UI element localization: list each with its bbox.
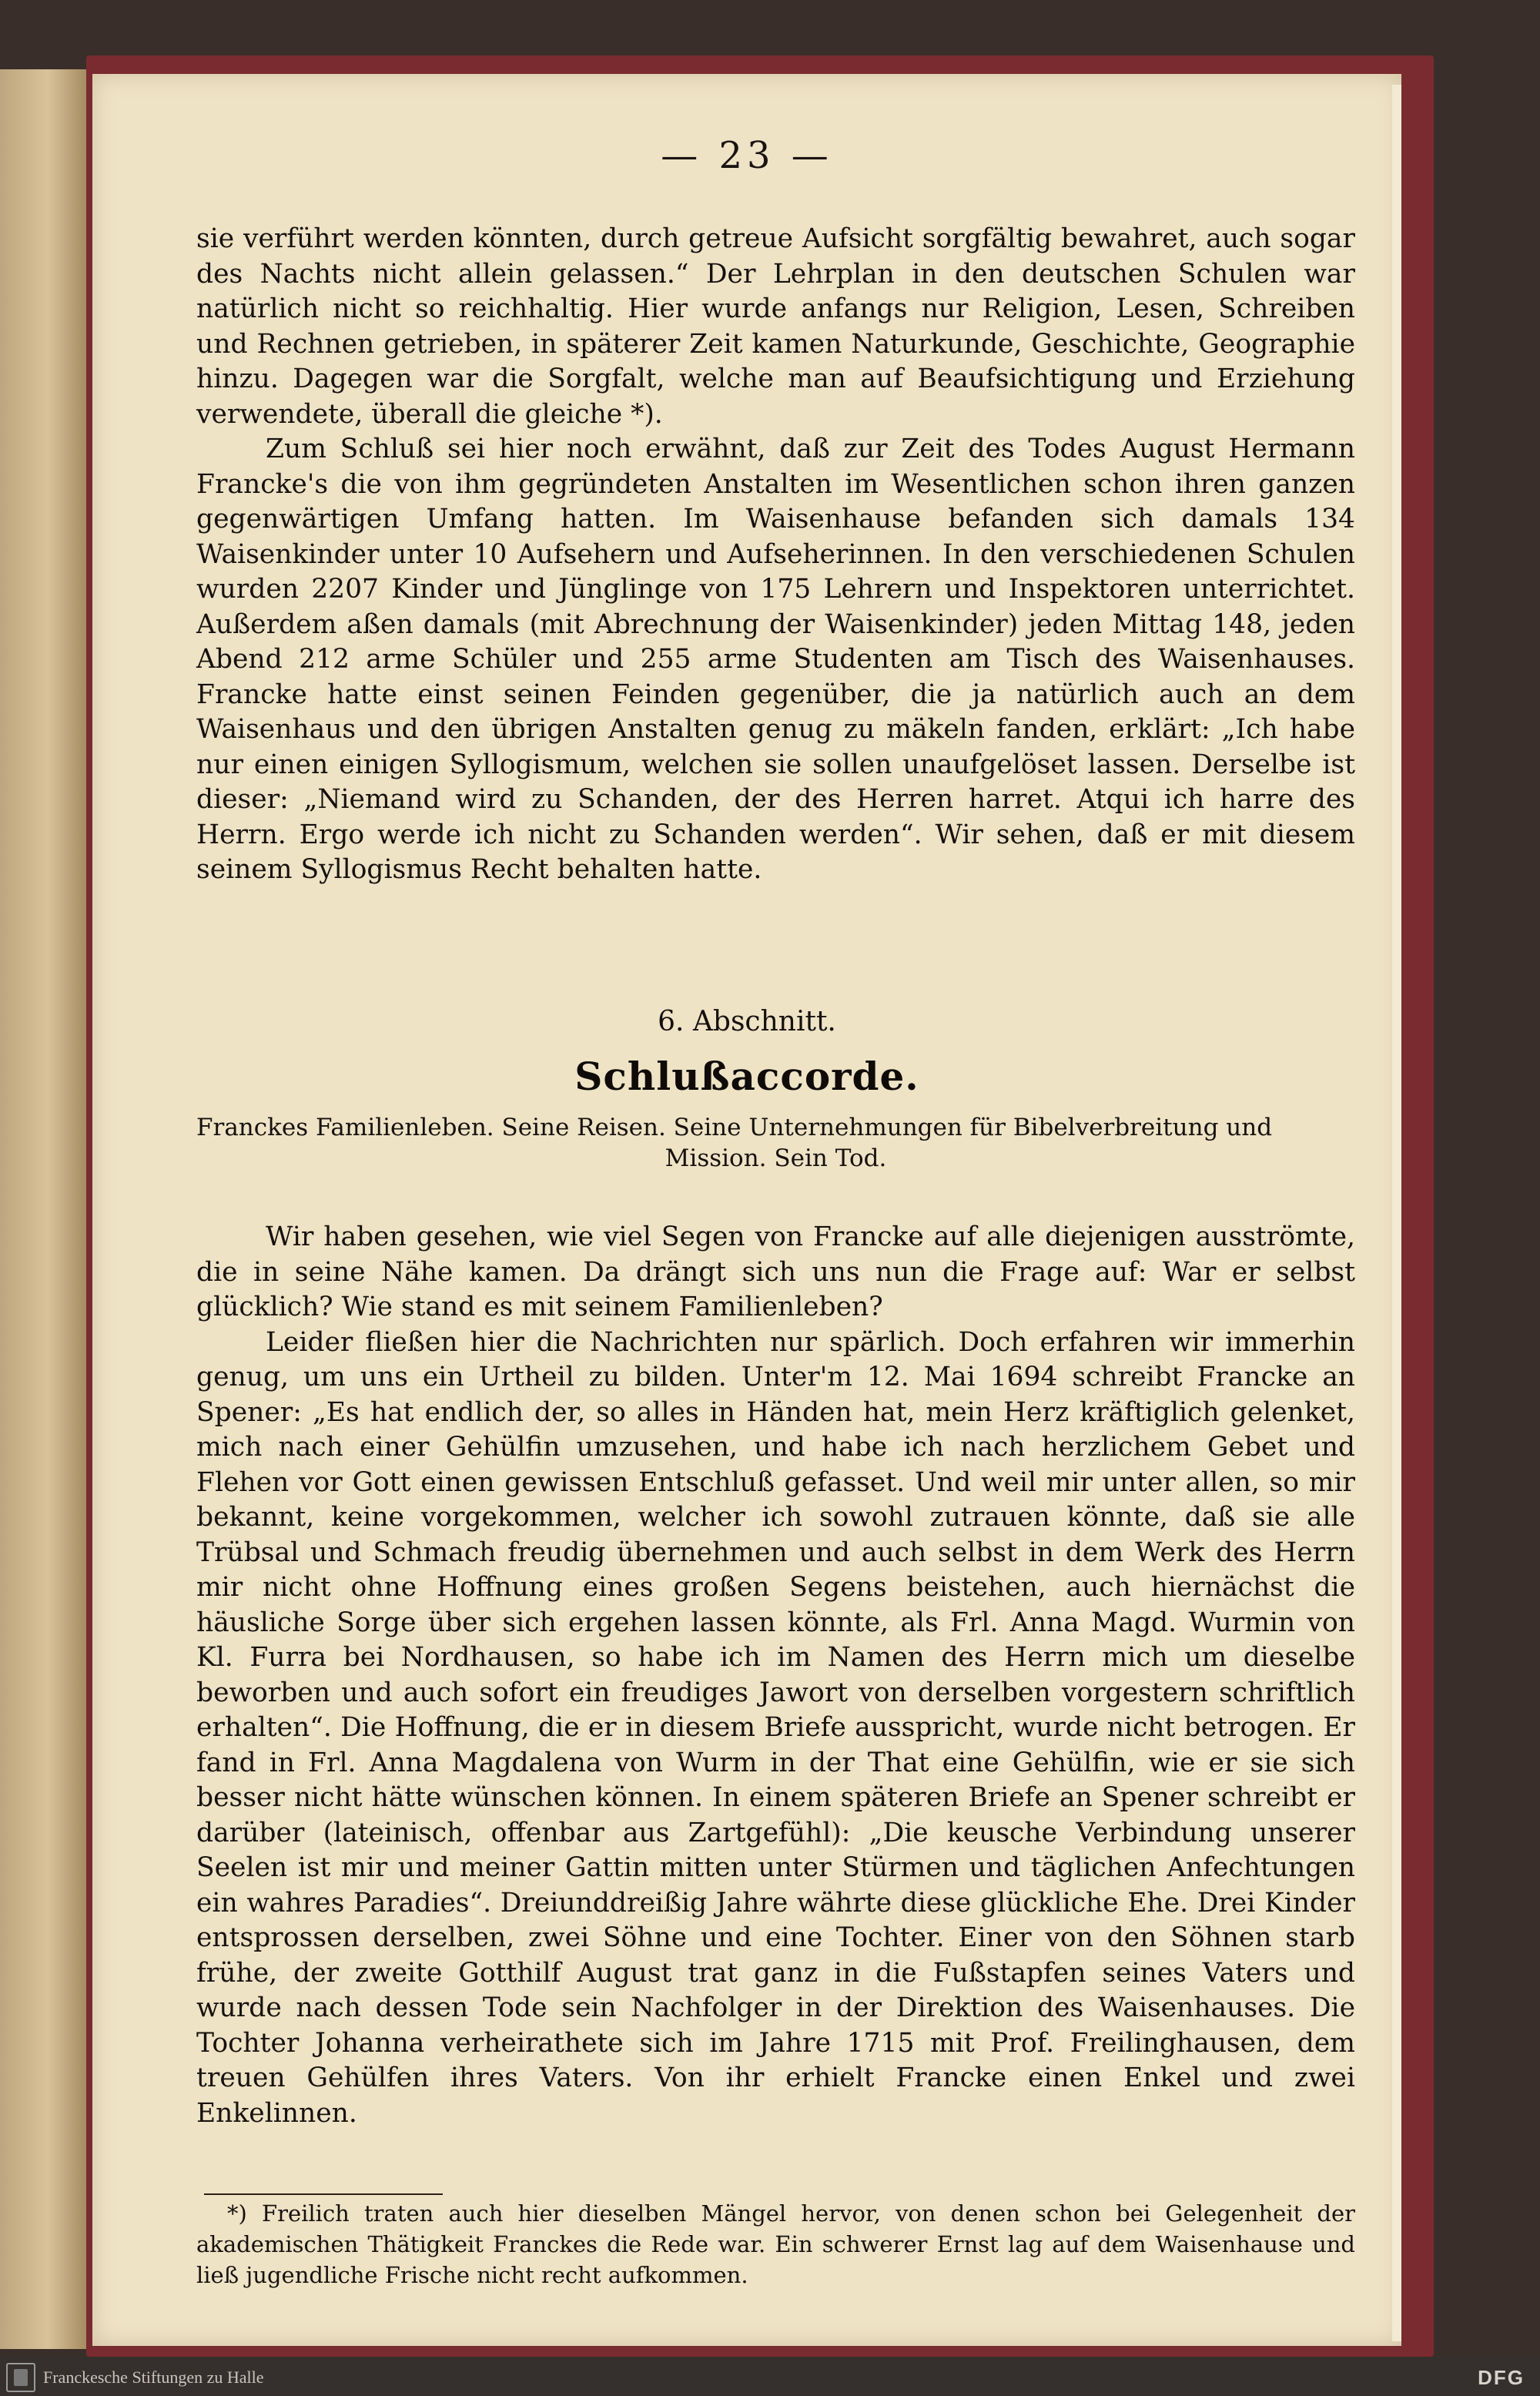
paragraph: Wir haben gesehen, wie viel Segen von Francke auf alle diejenigen ausströmte, die in seine Nähe kamen. Da drängt sich uns nun die Frage auf: War er selbst glücklich? Wie stand es mit seinem Familienleben?: [196, 1221, 1355, 1322]
library-logo-icon: [6, 2363, 35, 2392]
section-number: 6. Abschnitt.: [658, 1006, 836, 1037]
section-summary: [196, 1112, 1355, 1174]
paragraph: sie verführt werden könnten, durch getreue Aufsicht sorgfältig bewahret, auch sogar des Nachts nicht allein gelassen.“ Der Lehrplan in den deutschen Schulen war natürlich nicht so reichhaltig. Hier wurde anfangs nur Religion, Lesen, Schreiben und Rechnen getrieben, in späterer Zeit kamen Naturkunde, Geschichte, Geographie hinzu. Dagegen war die Sorgfalt, welche man auf Beaufsichtigung und Erziehung verwendete, überall die gleiche *).: [196, 223, 1355, 430]
section-summary-line: Mission. Sein Tod.: [665, 1144, 887, 1172]
footer-source-label: Franckesche Stiftungen zu Halle: [43, 2368, 264, 2387]
body-text-bottom: [196, 1220, 1355, 2131]
dfg-logo: DFG: [1478, 2366, 1525, 2389]
book-page: [92, 74, 1401, 2346]
paragraph: Zum Schluß sei hier noch erwähnt, daß zur Zeit des Todes August Hermann Francke's die von ihm gegründeten Anstalten im Wesentlichen schon ihren ganzen gegenwärtigen Umfang hatten. Im Waisenhause befanden sich damals 134 Waisenkinder unter 10 Aufsehern und Aufseherinnen. In den verschiedenen Schulen wurden 2207 Kinder und Jünglinge von 175 Lehrern und Inspektoren unterrichtet. Außerdem aßen damals (mit Abrechnung der Waisenkinder) jeden Mittag 148, jeden Abend 212 arme Schüler und 255 arme Studenten am Tisch des Waisenhauses. Francke hatte einst seinen Feinden gegenüber, die ja natürlich auch an dem Waisenhaus und den übrigen Anstalten genug zu mäkeln fanden, erklärt: „Ich habe nur einen einigen Syllogismum, welchen sie sollen unaufgelöset lassen. Derselbe ist dieser: „Niemand wird zu Schanden, der des Herren harret. Atqui ich harre des Herrn. Ergo werde ich nicht zu Schanden werden“. Wir sehen, daß er mit diesem seinem Syllogismus Recht behalten hatte.: [196, 434, 1355, 885]
page-edge: [1392, 85, 1401, 2341]
page-number: — 23 —: [661, 134, 833, 177]
section-summary-line: Franckes Familienleben. Seine Reisen. Seine Unternehmungen für Bibelverbreitung und: [196, 1114, 1273, 1141]
facing-page-edge: [0, 69, 86, 2349]
paragraph: Leider fließen hier die Nachrichten nur spärlich. Doch erfahren wir immerhin genug, um uns ein Urtheil zu bilden. Unter'm 12. Mai 1694 schreibt Francke an Spener: „Es hat endlich der, so alles in Händen hat, mein Herz kräftiglich gelenket, mich nach einer Gehülfin umzusehen, und habe ich nach herzlichem Gebet und Flehen vor Gott einen gewissen Entschluß gefasset. Und weil mir unter allen, so mir bekannt, keine vorgekommen, welcher ich sowohl zutrauen könnte, daß sie alle Trübsal und Schmach freudig übernehmen und auch selbst in dem Werk des Herrn mir nicht ohne Hoffnung eines großen Segens beistehen, auch hiernächst die häusliche Sorge über sich ergehen lassen könnte, als Frl. Anna Magd. Wurmin von Kl. Furra bei Nordhausen, so habe ich im Namen des Herrn mich um dieselbe beworben und auch sofort ein freudiges Jawort von derselben vorgestern schriftlich erhalten“. Die Hoffnung, die er in diesem Briefe ausspricht, wurde nicht betrogen. Er fand in Frl. Anna Magdalena von Wurm in der That eine Gehülfin, wie er sie sich besser nicht hätte wünschen können. In einem späteren Briefe an Spener schreibt er darüber (lateinisch, offenbar aus Zartgefühl): „Die keusche Verbindung unserer Seelen ist mir und meiner Gattin mitten unter Stürmen und täglichen Anfechtungen ein wahres Paradies“. Dreiunddreißig Jahre währte diese glückliche Ehe. Drei Kinder entsprossen derselben, zwei Söhne und eine Tochter. Einer von den Söhnen starb frühe, der zweite Gotthilf August trat ganz in die Fußstapfen seines Vaters und wurde nach dessen Tode sein Nachfolger in der Direktion des Waisenhauses. Die Tochter Johanna verheirathete sich im Jahre 1715 mit Prof. Freilinghausen, dem treuen Gehülfen ihres Vaters. Von ihr erhielt Francke einen Enkel und zwei Enkelinnen.: [196, 1326, 1355, 2129]
section-title: Schlußaccorde.: [574, 1054, 919, 1099]
footnote-divider: [204, 2193, 443, 2195]
body-text-top: [196, 222, 1355, 888]
footnote: *) Freilich traten auch hier dieselben Mängel hervor, von denen schon bei Gelegenheit der akademischen Thätigkeit Franckes die Rede war. Ein schwerer Ernst lag auf dem Waisenhause und ließ jugendliche Frische nicht recht aufkommen.: [196, 2200, 1355, 2288]
